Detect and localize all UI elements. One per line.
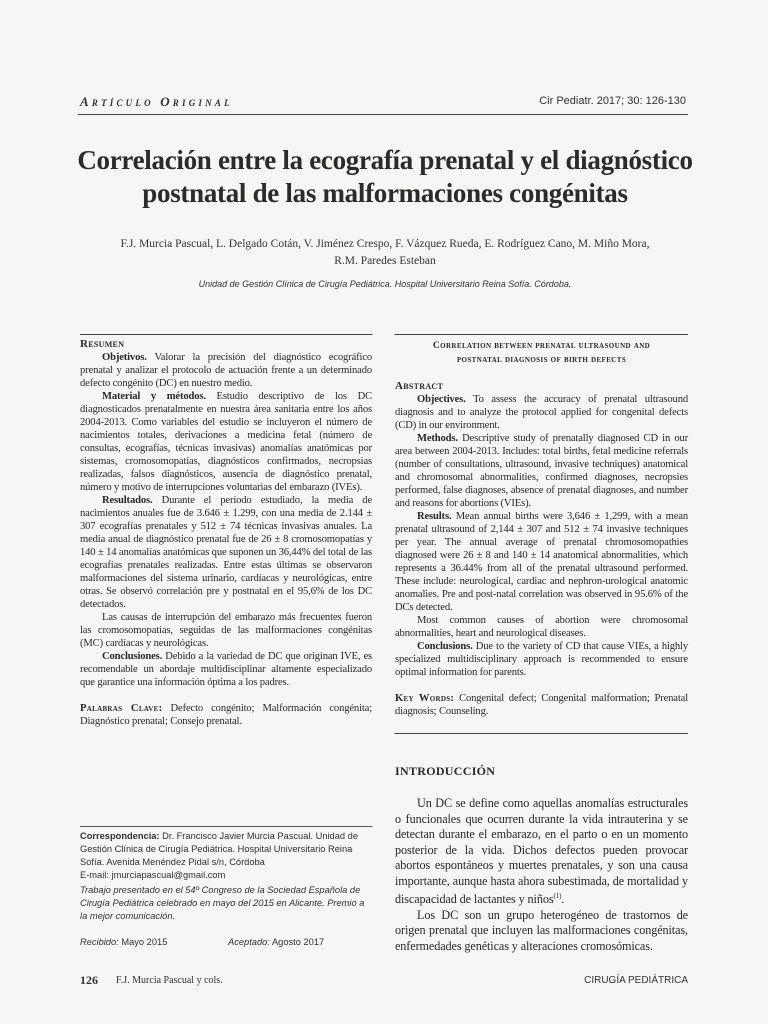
abstract-causes: Most common causes of abortion were chromosomal abnormalities, heart and neurological diseases. (395, 615, 688, 639)
accepted-date: Aceptado: Agosto 2017 (228, 937, 325, 947)
journal-name: CIRUGÍA PEDIÁTRICA (584, 975, 688, 986)
intro-paragraph-2: Los DC son un grupo heterogéneo de trastornos de origen prenatal que incluyen las malformaciones congénitas, enfermedades genéticas y alteraciones cromosómicas. (395, 907, 688, 953)
abstract-methods: Methods. Descriptive study of prenatally diagnosed CD in our area between 2004-2013. Includes: total births, fetal medicine referrals (number of consultations, ultrasound, invasive techniques) anatomical and chromosomal abnormalities, confirmed diagnoses, necropsies performed, false diagnoses, absence of prenatal diagnoses, and number and reasons for abortions (VIEs). (395, 433, 689, 509)
author-list (80, 236, 690, 270)
resumen-objetivos: Objetivos. Valorar la precisión del diagnóstico ecográfico prenatal y analizar el protocolo de actuación frente a un determinado defecto congénito (DC) en nuestro medio. (80, 352, 372, 389)
intro-body (395, 796, 688, 954)
abstract-rule (395, 334, 688, 335)
intro-paragraph-1: Un DC se define como aquellas anomalías estructurales o funcionales que ocurren durante la vida intrauterina y se detectan durante el embarazo, en el parto o en un momento posterior de la vida. Dichos defectos pueden provocar abortos espontáneos y muertes prenatales, y son una causa importante, aunque hasta ahora subestimada, de mortalidad y discapacidad de lactantes y niños$^{(1)}$. (395, 796, 688, 907)
page-title (60, 144, 710, 210)
resumen-block (80, 338, 372, 728)
affiliation: Unidad de Gestión Clínica de Cirugía Pediátrica. Hospital Universitario Reina Sofía. Córdoba. (198, 279, 572, 289)
resumen-material: Material y métodos. Estudio descriptivo de los DC diagnosticados prenatalmente en nuestra área sanitaria entre los años 2004-2013. Como variables del estudio se incluyeron el número de nacimientos totales, derivaciones a medicina fetal (número de consultas, ecografías, técnicas invasivas) anomalías anatómicas por sistemas, cromosomopatías, diagnósticos confirmados, necropsias realizadas, falsos diagnósticos, ausencia de diagnóstico prenatal, número y motivo de interrupciones voluntarias del embarazo (IVEs). (80, 391, 373, 493)
section-label: Artículo Original (80, 94, 233, 109)
header-rule (78, 114, 688, 115)
email: E-mail: jmurciapascual@gmail.com (80, 870, 226, 880)
correspondence: Correspondencia: Dr. Francisco Javier Murcia Pascual. Unidad de Gestión Clínica de Cirugía Pediátrica. Hospital Universitario Reina Sofía. Avenida Menéndez Pidal s/n, Córdoba E-mail: jmurciapascual@gmail.com (80, 830, 372, 882)
abstract-heading: Abstract (395, 380, 444, 392)
abstract-title: Correlation between prenatal ultrasound and postnatal diagnosis of birth defects (432, 341, 651, 365)
page-number: 126 (80, 973, 98, 987)
resumen-heading: Resumen (80, 338, 125, 350)
abstract-results: Results. Mean annual births were 3,646 ± 1,299, with a mean prenatal ultrasound of 2,144 ± 307 and 512 ± 74 invasive techniques per year. The annual average of prenatal chromosomopathies diagnosed were 26 ± 8 and 140 ± 14 anatomical abnormalities, which represents a 36.44% from all of the prenatal ultrasound performed. These include: neurological, cardiac and nephron-urological anatomic anomalies. Pre and post-natal correlation was observed in 95.6% of the DCs detected. (395, 511, 688, 613)
resumen-resultados: Resultados. Durante el período estudiado, la media de nacimientos anuales fue de 3.646 ± 1.299, con una media de 2.144 ± 307 ecografías prenatales y 512 ± 74 técnicas invasivas anuales. La media anual de diagnóstico prenatal fue de 26 ± 8 cromosomopatías y 140 ± 14 anomalías anatómicas que suponen un 36,44% del total de las ecografías prenatales realizadas. Entre estas últimas se observaron malformaciones del sistema urinario, cardíacas y neurológicas, entre otras. Se observó correlación pre y postnatal en el 95,6% de los DC detectados. (80, 495, 373, 610)
intro-heading: INTRODUCCIÓN (395, 764, 496, 778)
title-line-1: Correlación entre la ecografía prenatal y el diagnóstico (77, 145, 693, 175)
abstract-bottom-rule (395, 733, 688, 734)
congress-note: Trabajo presentado en el 54º Congreso de la Sociedad Española de Cirugía Pediátrica celebrado en mayo del 2015 en Alicante. Premio a la mejor comunicación. (80, 885, 365, 921)
citation: Cir Pediatr. 2017; 30: 126-130 (539, 95, 686, 107)
abstract-objectives: Objectives. To assess the accuracy of prenatal ultrasound diagnosis and to analyze the protocol applied for congenital defects (CD) in our environment. (395, 394, 688, 431)
running-authors: F.J. Murcia Pascual y cols. (116, 975, 223, 986)
resumen-keywords: Palabras Clave: Defecto congénito; Malformación congénita; Diagnóstico prenatal; Consejo prenatal. (80, 703, 373, 727)
abstract-keywords: Key Words: Congenital defect; Congenital malformation; Prenatal diagnosis; Counseling. (395, 693, 688, 717)
abstract-block (395, 380, 688, 718)
resumen-conclusiones: Conclusiones. Debido a la variedad de DC que originan IVE, es recomendable un abordaje multidisciplinar altamente especializado que garantice una información óptima a los padres. (80, 651, 372, 688)
abstract-conclusions: Conclusions. Due to the variety of CD that cause VIEs, a highly specialized multidisciplinary approach is recommended to ensure optimal information for parents. (395, 641, 688, 678)
authors-line-1: F.J. Murcia Pascual, L. Delgado Cotán, V. Jiménez Crespo, F. Vázquez Rueda, E. Rodríguez Cano, M. Miño Mora, (120, 238, 650, 250)
resumen-causas: Las causas de interrupción del embarazo más frecuentes fueron las cromosomopatías, seguidas de las malformaciones congénitas (MC) cardíacas y neurológicas. (80, 612, 372, 649)
footnote-rule (80, 826, 372, 827)
resumen-rule (80, 334, 372, 335)
title-line-2: postnatal de las malformaciones congénitas (142, 178, 628, 208)
received-date: Recibido: Mayo 2015 (80, 937, 168, 947)
authors-line-2: R.M. Paredes Esteban (334, 255, 436, 267)
